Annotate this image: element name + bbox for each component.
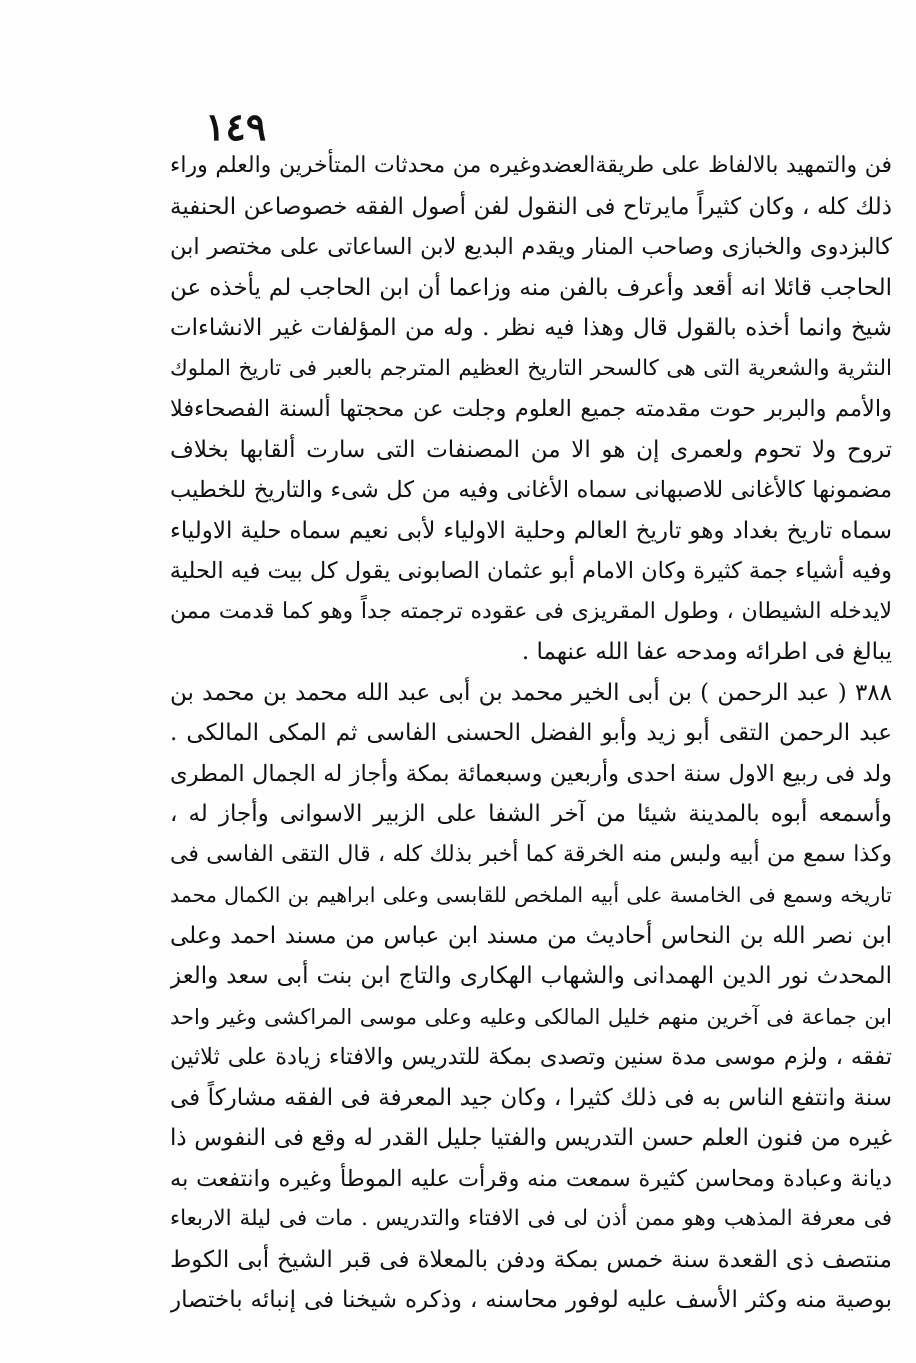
text-line: ديانة وعبادة ومحاسن كثيرة سمعت منه وقرأت عليه الموطأ وغيره وانتفعت به (170, 1165, 892, 1192)
page-number: ١٤٩ (205, 104, 267, 149)
text-line: مضمونها كالأغانى للاصبهانى سماه الأغانى وفيه من كل شىء والتاريخ للخطيب (170, 477, 892, 503)
text-line: سماه تاريخ بغداد وهو تاريخ العالم وحلية الاولياء لأبى نعيم سماه حلية الاولياء (170, 517, 892, 544)
entry-heading-line: ٣٨٨ ( عبد الرحمن ) بن أبى الخير محمد بن أبى عبد الله محمد بن محمد بن (170, 679, 892, 706)
text-line: والأمم والبربر حوت مقدمته جميع العلوم وجلت عن محجتها ألسنة الفصحاءفلا (170, 396, 892, 422)
text-line: سنة وانتفع الناس به فى ذلك كثيرا ، وكان جيد المعرفة فى الفقه مشاركاً فى (170, 1084, 892, 1111)
text-line: كالبزدوى والخبازى وصاحب المنار ويقدم البديع لابن الساعاتى على مختصر ابن (170, 234, 892, 260)
text-line: ذلك كله ، وكان كثيراً مايرتاح فى النقول لفن أصول الفقه خصوصاعن الحنفية (170, 193, 892, 220)
body-text (170, 146, 892, 1321)
text-line: ولد فى ربيع الاول سنة احدى وأربعين وسبعمائة بمكة وأجاز له الجمال المطرى (170, 760, 892, 787)
text-line: وأسمعه أبوه بالمدينة شيئا من آخر الشفا على الزبير الاسوانى وأجاز له ، (170, 801, 892, 827)
text-line: الحاجب قائلا انه أقعد وأعرف بالفن منه وزاعما أن ابن الحاجب لم يأخذه عن (170, 274, 892, 301)
text-line: تروح ولا تحوم ولعمرى إن هو الا من المصنفات التى سارت ألقابها بخلاف (170, 436, 892, 463)
text-line: فن والتمهيد بالالفاظ على طريقةالعضدوغيره من محدثات المتأخرين والعلم وراء (170, 153, 892, 178)
text-line: فى معرفة المذهب وهو ممن أذن لى فى الافتاء والتدريس . مات فى ليلة الاربعاء (170, 1206, 892, 1231)
text-line: غيره من فنون العلم حسن التدريس والفتيا جليل القدر له وقع فى النفوس ذا (170, 1125, 892, 1151)
text-line: لايدخله الشيطان ، وطول المقريزى فى عقوده ترجمته جداً وهو كما قدمت ممن (170, 598, 892, 624)
text-line: تفقه ، ولزم موسى مدة سنين وتصدى بمكة للتدريس والافتاء زيادة على ثلاثين (170, 1044, 892, 1070)
paragraph-end-line: يبالغ فى اطرائه ومدحه عفا الله عنهما . (521, 639, 892, 665)
text-line: ابن جماعة فى آخرين منهم خليل المالكى وعليه وعلى موسى المراكشى وغير واحد (170, 1004, 892, 1029)
text-line: تاريخه وسمع فى الخامسة على أبيه الملخص للقابسى وعلى ابراهيم بن الكمال محمد (170, 883, 892, 907)
text-line: وفيه أشياء جمة كثيرة وكان الامام أبو عثمان الصابونى يقول كل بيت فيه الحلية (170, 558, 892, 584)
text-line: المحدث نور الدين الهمدانى والشهاب الهكارى والتاج ابن بنت أبى سعد والعز (170, 963, 892, 989)
text-line: شيخ وانما أخذه بالقول قال وهذا فيه نظر . وله من المؤلفات غير الانشاءات (170, 315, 892, 341)
text-line: بوصية منه وكثر الأسف عليه لوفور محاسنه ، وذكره شيخنا فى إنبائه باختصار (170, 1287, 892, 1313)
text-line: ابن نصر الله بن النحاس أحاديث من مسند ابن عباس من مسند احمد وعلى (170, 922, 892, 949)
text-line: وكذا سمع من أبيه ولبس منه الخرقة كما أخبر بذلك كله ، قال التقى الفاسى فى (170, 841, 892, 867)
text-line: النثرية والشعرية التى هى كالسحر التاريخ العظيم المترجم بالعبر فى تاريخ الملوك (170, 355, 892, 381)
text-line: منتصف ذى القعدة سنة خمس بمكة ودفن بالمعلاة فى قبر الشيخ أبى الكوط (170, 1246, 892, 1273)
text-line: عبد الرحمن التقى أبو زيد وأبو الفضل الحسنى الفاسى ثم المكى المالكى . (170, 720, 892, 746)
